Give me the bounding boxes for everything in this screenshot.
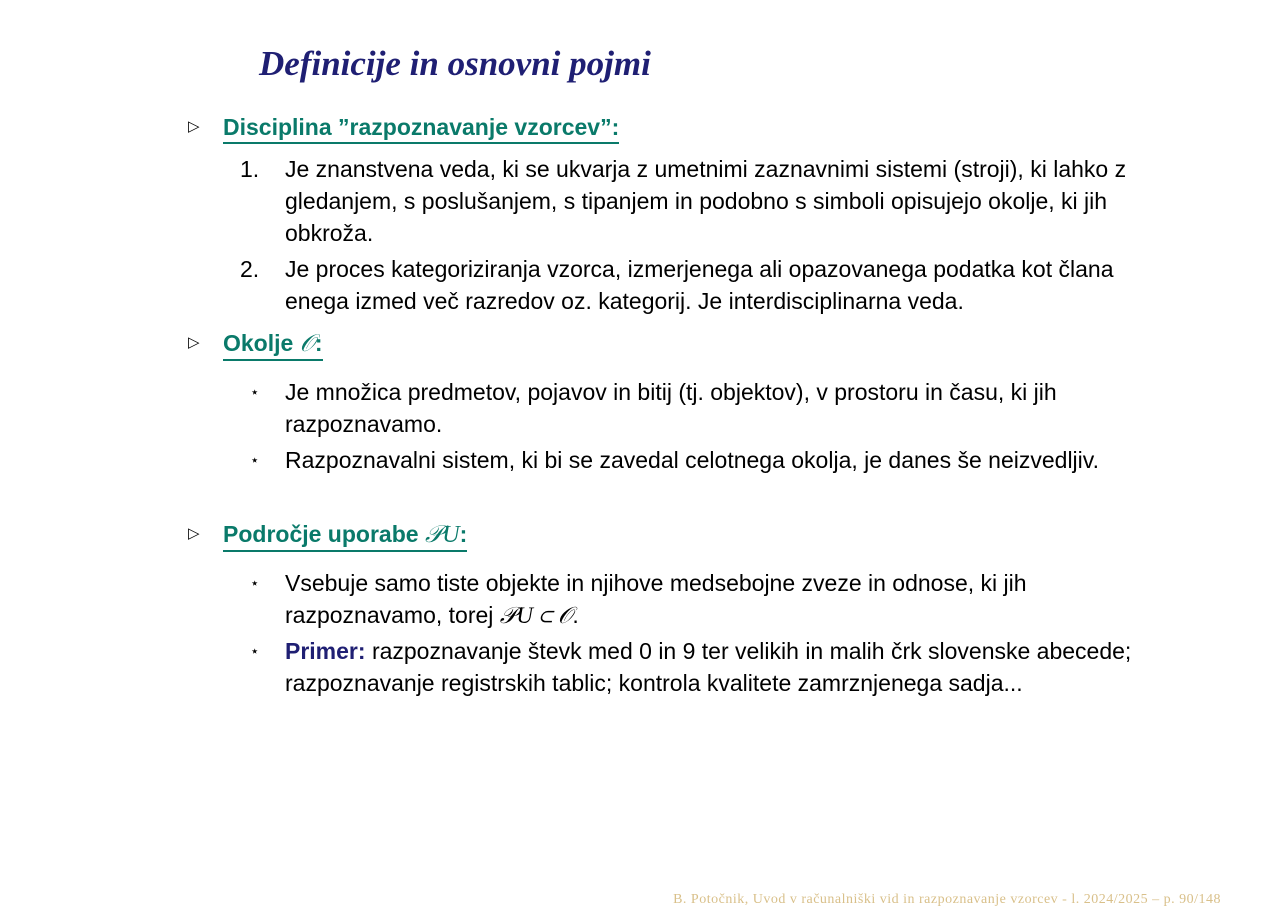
list-number: 1. (240, 156, 260, 182)
list-item-text: Je znanstvena veda, ki se ukvarja z umetnimi zaznavnimi sistemi (stroji), ki lahko z gledanjem, s poslušanjem, s tipanjem in podobno s simboli opisujejo okolje, ki jih obkroža. (285, 156, 1127, 246)
list-item (240, 253, 1140, 317)
list-item (240, 444, 1140, 478)
section-label (223, 521, 467, 552)
list-item-text: Je proces kategoriziranja vzorca, izmerjenega ali opazovanega podatka kot člana enega izmed več razredov oz. kategorij. Je interdisciplinarna veda. (285, 256, 1114, 314)
list-item (240, 567, 1140, 632)
example-label: Primer: (285, 638, 366, 664)
section-label (223, 330, 323, 361)
section-suffix: : (314, 330, 323, 356)
triangle-right-icon: ▷ (188, 334, 200, 351)
list-item-body: razpoznavanje števk med 0 in 9 ter velikih in malih črk slovenske abecede; razpoznavanje registrskih tablic; kontrola kvalitete zamrznjenega sadja... (285, 638, 1132, 696)
section-heading-okolje (188, 330, 323, 361)
triangle-right-icon: ▷ (188, 118, 200, 135)
list-item (240, 635, 1140, 699)
star-bullet-icon: ⋆ (250, 452, 260, 469)
list-number: 2. (240, 256, 260, 282)
list-item-text: Je množica predmetov, pojavov in bitij (tj. objektov), v prostoru in času, ki jih razpoznavamo. (285, 379, 1057, 437)
section-suffix: : (459, 521, 468, 547)
list-item-text (285, 567, 1140, 632)
star-bullet-icon: ⋆ (250, 384, 260, 401)
list-item (240, 376, 1140, 440)
triangle-right-icon: ▷ (188, 525, 200, 542)
list-item-end: . (572, 602, 579, 628)
list-item-body: Vsebuje samo tiste objekte in njihove medsebojne zveze in odnose, ki jih razpoznavamo, torej (285, 570, 1027, 628)
footer-citation: B. Potočnik, Uvod v računalniški vid in razpoznavanje vzorcev - l. 2024/2025 – p. 90/148 (673, 892, 1221, 907)
section-symbol: 𝒫U (424, 522, 460, 548)
section-label-text: Področje uporabe (223, 521, 419, 547)
section-heading-disciplina (188, 114, 619, 144)
star-bullet-icon: ⋆ (250, 643, 260, 660)
section-label-text: Okolje (223, 330, 294, 356)
math-expression: 𝒫U ⊂ 𝒪 (499, 603, 573, 628)
page-title: Definicije in osnovni pojmi (259, 44, 651, 83)
star-bullet-icon: ⋆ (250, 575, 260, 592)
section-symbol: 𝒪 (299, 331, 315, 357)
section-heading-podrocje (188, 521, 467, 552)
list-item (240, 153, 1140, 249)
list-item-text (285, 635, 1140, 699)
list-item-text: Razpoznavalni sistem, ki bi se zavedal celotnega okolja, je danes še neizvedljiv. (285, 447, 1099, 473)
section-label: Disciplina ”razpoznavanje vzorcev”: (223, 114, 619, 144)
